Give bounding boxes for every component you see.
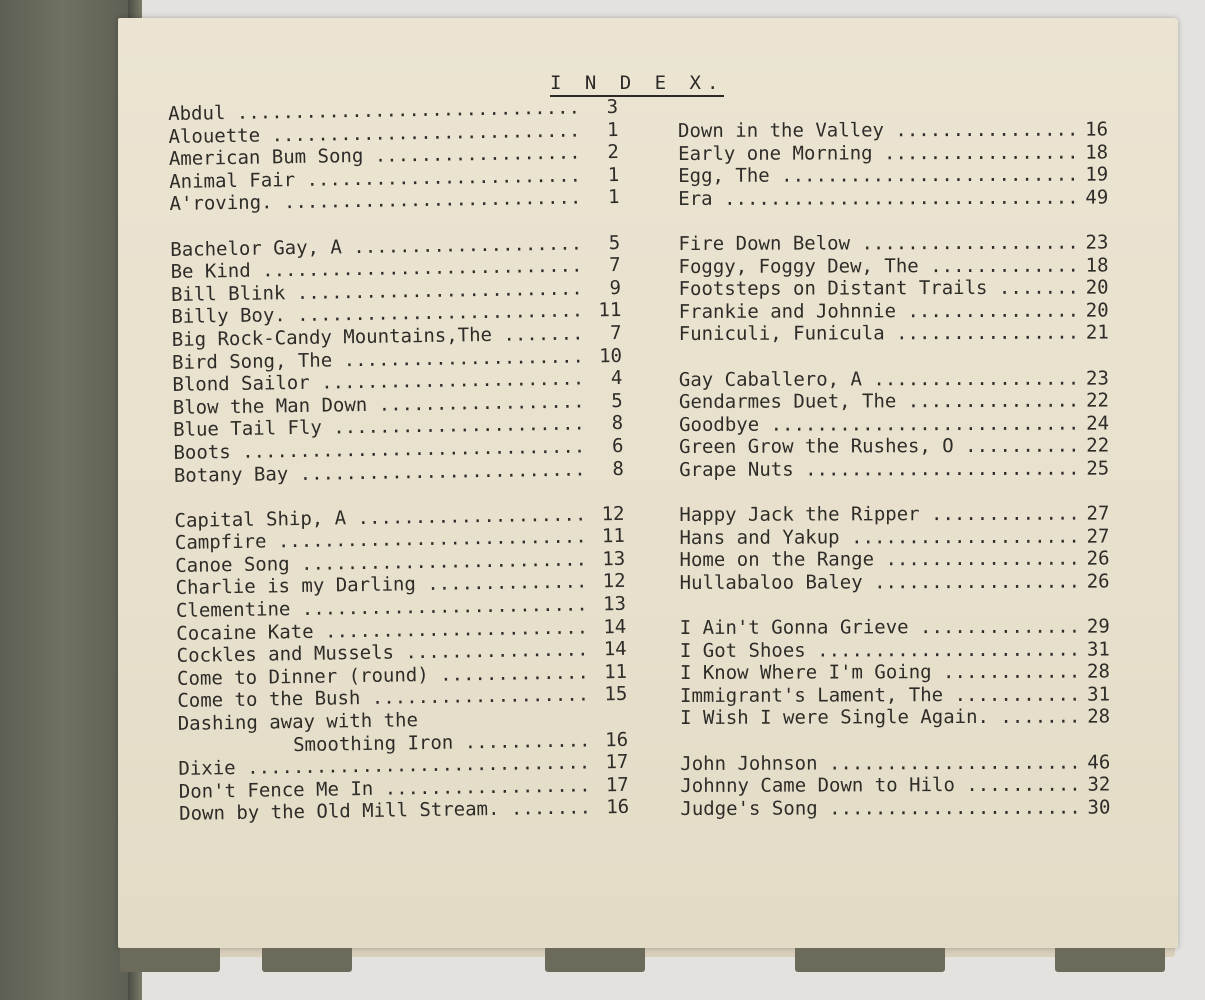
entry-title: Smoothing Iron ..... bbox=[178, 729, 594, 758]
index-entry bbox=[679, 299, 1109, 323]
entry-page-number: 16 bbox=[604, 728, 629, 751]
entry-page-number: 13 bbox=[602, 547, 626, 571]
entry-title: Campfire ..... bbox=[175, 526, 591, 555]
entry-title: Blue Tail Fly ..... bbox=[173, 413, 589, 442]
index-entry bbox=[679, 390, 1109, 414]
entry-page-number: 11 bbox=[598, 299, 622, 322]
entry-page-number: 14 bbox=[603, 615, 627, 638]
entry-title: Be Kind ..... bbox=[170, 255, 586, 284]
index-entry bbox=[678, 231, 1108, 255]
entry-page-number: 9 bbox=[609, 276, 622, 299]
entry-title: Frankie and Johnnie ..... bbox=[679, 299, 1075, 323]
index-entry bbox=[679, 367, 1109, 391]
entry-title: Bird Song, The ..... bbox=[172, 345, 588, 374]
index-entry bbox=[678, 118, 1108, 142]
page-tab bbox=[795, 948, 945, 972]
entry-page-number: 27 bbox=[1086, 502, 1110, 525]
entry-page-number bbox=[594, 706, 628, 729]
entry-page-number: 15 bbox=[604, 683, 628, 706]
entry-page-number: 29 bbox=[1086, 615, 1110, 638]
entry-title: Blow the Man Down ..... bbox=[173, 390, 589, 419]
entry-page-number: 22 bbox=[1086, 389, 1110, 412]
index-entry bbox=[678, 186, 1108, 210]
entry-page-number: 28 bbox=[1086, 660, 1110, 683]
entry-title: Judge's Song ..... bbox=[680, 796, 1076, 820]
entry-title: John Johnson ..... bbox=[680, 751, 1076, 775]
entry-title: Animal Fair ..... bbox=[169, 164, 585, 193]
entry-page-number: 4 bbox=[610, 367, 623, 390]
entry-page-number: 3 bbox=[606, 95, 619, 119]
entry-page-number: 2 bbox=[607, 141, 619, 164]
entry-title: Gay Caballero, A ..... bbox=[679, 367, 1075, 391]
entry-page-number: 27 bbox=[1086, 525, 1110, 548]
entry-title: Alouette ..... bbox=[168, 119, 584, 148]
entry-title: Era ..... bbox=[678, 186, 1074, 210]
index-entry bbox=[679, 412, 1109, 436]
index-entry bbox=[679, 503, 1109, 527]
entry-title: Botany Bay ..... bbox=[174, 458, 590, 487]
entry-title: I Wish I were Single Again. ..... bbox=[680, 706, 1076, 730]
entry-page-number: 1 bbox=[607, 186, 620, 209]
entry-page-number: 1 bbox=[606, 118, 619, 141]
entry-page-number: 16 bbox=[1085, 118, 1109, 141]
entry-title: Footsteps on Distant Trails ..... bbox=[679, 277, 1075, 301]
index-entry bbox=[680, 751, 1110, 775]
entry-page-number: 5 bbox=[608, 231, 621, 254]
page-tab bbox=[120, 948, 220, 972]
group-spacer bbox=[680, 729, 1110, 753]
entry-page-number: 17 bbox=[605, 773, 629, 797]
entry-title: Canoe Song ..... bbox=[175, 548, 591, 577]
entry-page-number: 6 bbox=[611, 434, 624, 457]
entry-title: Charlie is my Darling ..... bbox=[175, 571, 591, 600]
entry-title: Don't Fence Me In ..... bbox=[179, 774, 595, 803]
entry-page-number: 16 bbox=[606, 796, 630, 819]
page-tab bbox=[262, 948, 352, 972]
entry-page-number: 13 bbox=[602, 592, 627, 616]
entry-page-number: 21 bbox=[1085, 321, 1109, 344]
index-entry bbox=[678, 141, 1108, 165]
entry-page-number: 1 bbox=[607, 163, 620, 186]
index-entry bbox=[680, 774, 1110, 798]
entry-page-number: 25 bbox=[1086, 457, 1110, 480]
entry-page-number: 8 bbox=[611, 412, 624, 435]
entry-page-number: 17 bbox=[605, 751, 629, 774]
entry-page-number: 31 bbox=[1086, 638, 1110, 661]
entry-page-number: 26 bbox=[1086, 547, 1110, 570]
index-entry bbox=[680, 661, 1110, 685]
entry-title: Big Rock-Candy Mountains,The ..... bbox=[172, 322, 588, 351]
entry-title: Home on the Range ..... bbox=[679, 548, 1075, 572]
index-entry bbox=[679, 435, 1109, 459]
entry-page-number: 30 bbox=[1087, 796, 1111, 819]
entry-page-number: 7 bbox=[610, 321, 622, 345]
entry-title: Blond Sailor ..... bbox=[172, 368, 588, 397]
entry-title: Johnny Came Down to Hilo ..... bbox=[680, 774, 1076, 798]
entry-page-number: 20 bbox=[1085, 276, 1109, 299]
entry-page-number: 5 bbox=[611, 389, 623, 412]
index-entry bbox=[679, 277, 1109, 301]
entry-title: Cocaine Kate ..... bbox=[176, 616, 592, 645]
entry-title: Dashing away with the bbox=[177, 709, 419, 735]
entry-page-number: 12 bbox=[601, 502, 625, 525]
entry-page-number: 28 bbox=[1087, 705, 1111, 729]
entry-page-number: 26 bbox=[1086, 570, 1110, 593]
entry-title: Fire Down Below ..... bbox=[678, 232, 1074, 256]
index-column-right bbox=[678, 118, 1110, 820]
entry-page-number: 7 bbox=[608, 254, 621, 277]
entry-page-number: 22 bbox=[1086, 434, 1110, 457]
entry-title: Come to the Bush ..... bbox=[177, 684, 593, 713]
page-tab bbox=[1055, 948, 1165, 972]
entry-page-number: 49 bbox=[1085, 186, 1109, 209]
entry-title: I Ain't Gonna Grieve ..... bbox=[680, 616, 1076, 640]
entry-page-number: 10 bbox=[598, 344, 623, 367]
index-entry bbox=[679, 548, 1109, 572]
entry-title: I Got Shoes ..... bbox=[680, 638, 1076, 662]
index-entry bbox=[678, 254, 1108, 278]
entry-page-number: 24 bbox=[1086, 412, 1110, 435]
entry-page-number: 23 bbox=[1085, 367, 1109, 390]
index-entry bbox=[680, 616, 1110, 640]
entry-title: Immigrant's Lament, The ..... bbox=[680, 683, 1076, 707]
entry-title: Funiculi, Funicula ..... bbox=[679, 322, 1075, 346]
entry-page-number: 23 bbox=[1085, 231, 1109, 254]
entry-title: Goodbye ..... bbox=[679, 412, 1075, 436]
index-entry bbox=[680, 706, 1110, 730]
entry-title: Clementine ..... bbox=[176, 593, 592, 622]
index-entry bbox=[678, 164, 1108, 188]
entry-page-number: 14 bbox=[603, 638, 627, 661]
entry-page-number: 18 bbox=[1085, 254, 1109, 277]
entry-page-number: 18 bbox=[1085, 141, 1109, 164]
group-spacer bbox=[678, 209, 1108, 233]
entry-title: Down by the Old Mill Stream. ..... bbox=[179, 797, 595, 826]
index-title: I N D E X. bbox=[550, 72, 724, 97]
index-entry bbox=[679, 322, 1109, 346]
entry-page-number: 11 bbox=[603, 660, 628, 684]
entry-title: Early one Morning ..... bbox=[678, 141, 1074, 165]
entry-title: Dixie ..... bbox=[178, 752, 594, 781]
entry-title: Capital Ship, A ..... bbox=[174, 503, 590, 532]
entry-page-number: 32 bbox=[1087, 773, 1111, 796]
entry-title: I Know Where I'm Going ..... bbox=[680, 661, 1076, 685]
entry-title: Come to Dinner (round) ..... bbox=[177, 661, 593, 690]
group-spacer bbox=[679, 480, 1109, 504]
entry-title: Grape Nuts ..... bbox=[679, 458, 1075, 482]
entry-title: Bachelor Gay, A ..... bbox=[170, 232, 586, 261]
page-tab bbox=[545, 948, 645, 972]
entry-title: Green Grow the Rushes, O ..... bbox=[679, 435, 1075, 459]
entry-title: Down in the Valley ..... bbox=[678, 119, 1074, 143]
entry-title: Bill Blink ..... bbox=[171, 277, 587, 306]
entry-title: Hullabaloo Baley ..... bbox=[680, 570, 1076, 594]
entry-page-number: 46 bbox=[1087, 751, 1111, 774]
entry-page-number: 12 bbox=[602, 570, 626, 593]
index-entry bbox=[680, 638, 1110, 662]
entry-title: American Bum Song ..... bbox=[169, 142, 585, 171]
entry-page-number: 31 bbox=[1087, 683, 1111, 706]
entry-title: Foggy, Foggy Dew, The ..... bbox=[678, 254, 1074, 278]
entry-title: Gendarmes Duet, The ..... bbox=[679, 390, 1075, 414]
index-entry bbox=[679, 457, 1109, 481]
entry-title: Happy Jack the Ripper ..... bbox=[679, 503, 1075, 527]
entry-title: Hans and Yakup ..... bbox=[679, 525, 1075, 549]
group-spacer bbox=[680, 593, 1110, 617]
entry-page-number: 11 bbox=[601, 525, 626, 548]
entry-title: Cockles and Mussels ..... bbox=[177, 639, 593, 668]
entry-page-number: 20 bbox=[1085, 299, 1109, 322]
index-entry bbox=[679, 525, 1109, 549]
index-entry bbox=[680, 570, 1110, 594]
entry-title: Billy Boy. ..... bbox=[171, 300, 587, 329]
group-spacer bbox=[679, 344, 1109, 368]
index-entry bbox=[680, 683, 1110, 707]
entry-title: Egg, The ..... bbox=[678, 164, 1074, 188]
index-column-left bbox=[168, 96, 629, 826]
index-entry bbox=[680, 796, 1110, 820]
entry-page-number: 8 bbox=[612, 457, 624, 480]
entry-title: Boots ..... bbox=[173, 435, 589, 464]
entry-page-number: 19 bbox=[1085, 163, 1109, 186]
entry-title: Abdul ..... bbox=[168, 96, 584, 125]
entry-title: A'roving. ..... bbox=[169, 187, 585, 216]
